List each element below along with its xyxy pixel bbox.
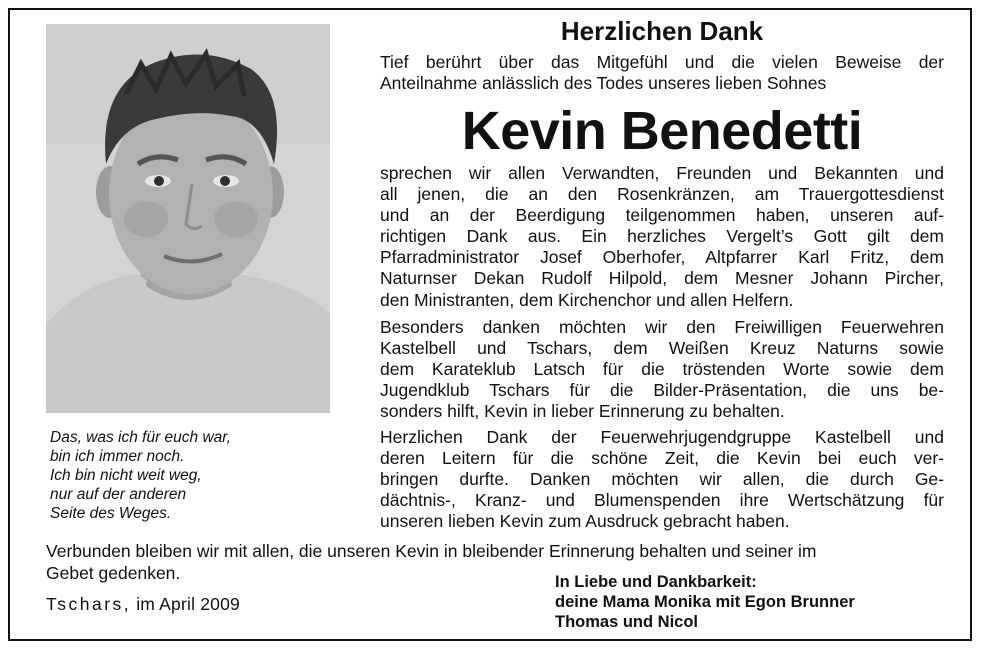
paragraph-line: Naturnser Dekan Rudolf Hilpold, dem Mesner Johann Pircher, [380,268,944,289]
thanks-paragraph-2 [380,317,944,422]
paragraph-line: Jugendklub Tschars für die Bilder-Präsentation, die uns be- [380,380,944,401]
paragraph-line: Kastelbell und Tschars, dem Weißen Kreuz Naturns sowie [380,338,944,359]
intro-line: Tief berührt über das Mitgefühl und die vielen Beweise der [380,52,944,72]
paragraph-line: dächtnis-, Kranz- und Blumenspenden ihre Wertschätzung für [380,490,944,511]
notice-date: im April 2009 [136,594,240,614]
intro-text [380,52,944,94]
paragraph-line: Besonders danken möchten wir den Freiwilligen Feuerwehren [380,317,944,337]
intro-line: Anteilnahme anlässlich des Todes unseres lieben Sohnes [380,73,827,93]
poem-line: nur auf der anderen [50,486,187,503]
portrait-photo [46,24,330,413]
place-name: Tschars, [46,594,132,614]
poem-line: Das, was ich für euch war, [50,429,231,446]
paragraph-line: sprechen wir allen Verwandten, Freunden und Bekannten und [380,163,944,183]
paragraph-line: den Ministranten, dem Kirchenchor und allen Helfern. [380,289,794,310]
portrait-illustration [46,24,330,413]
thanks-paragraph-3 [380,427,944,532]
signature-line: In Liebe und Dankbarkeit: [555,573,757,591]
closing-line: Gebet gedenken. [46,562,181,583]
paragraph-line: Herzlichen Dank der Feuerwehrjugendgruppe Kastelbell und [380,427,944,447]
signature-line: deine Mama Monika mit Egon Brunner [555,593,855,611]
paragraph-line: all jenen, die an den Rosenkränzen, am Trauergottesdienst [380,184,944,205]
family-signature [555,572,945,632]
poem-line: bin ich immer noch. [50,448,185,465]
paragraph-line: deren Leitern für die schöne Zeit, die Kevin bei euch ver- [380,448,944,469]
poem-line: Ich bin nicht weit weg, [50,467,202,484]
memorial-poem [50,428,340,523]
paragraph-line: und an der Beerdigung teilgenommen haben, unseren auf- [380,205,944,226]
signature-line: Thomas und Nicol [555,613,699,631]
paragraph-line: sonders hilft, Kevin in lieber Erinnerung zu behalten. [380,401,785,422]
paragraph-line: unseren lieben Kevin zum Ausdruck gebracht haben. [380,511,790,532]
paragraph-line: bringen durfte. Danken möchten wir allen, die durch Ge- [380,469,944,490]
notice-heading: Herzlichen Dank [560,16,764,46]
thanks-paragraph-1 [380,163,944,311]
deceased-name: Kevin Benedetti [461,101,863,161]
paragraph-line: Pfarradministrator Josef Oberhofer, Altpfarrer Karl Fritz, dem [380,247,944,268]
closing-line: Verbunden bleiben wir mit allen, die unseren Kevin in bleibender Erinnerung behalten und seiner im [46,541,817,561]
paragraph-line: richtigen Dank aus. Ein herzliches Vergelt’s Gott gilt dem [380,226,944,247]
paragraph-line: dem Karateklub Latsch für die tröstenden Worte sowie dem [380,359,944,380]
place-and-date [46,593,240,615]
poem-line: Seite des Weges. [50,505,172,522]
